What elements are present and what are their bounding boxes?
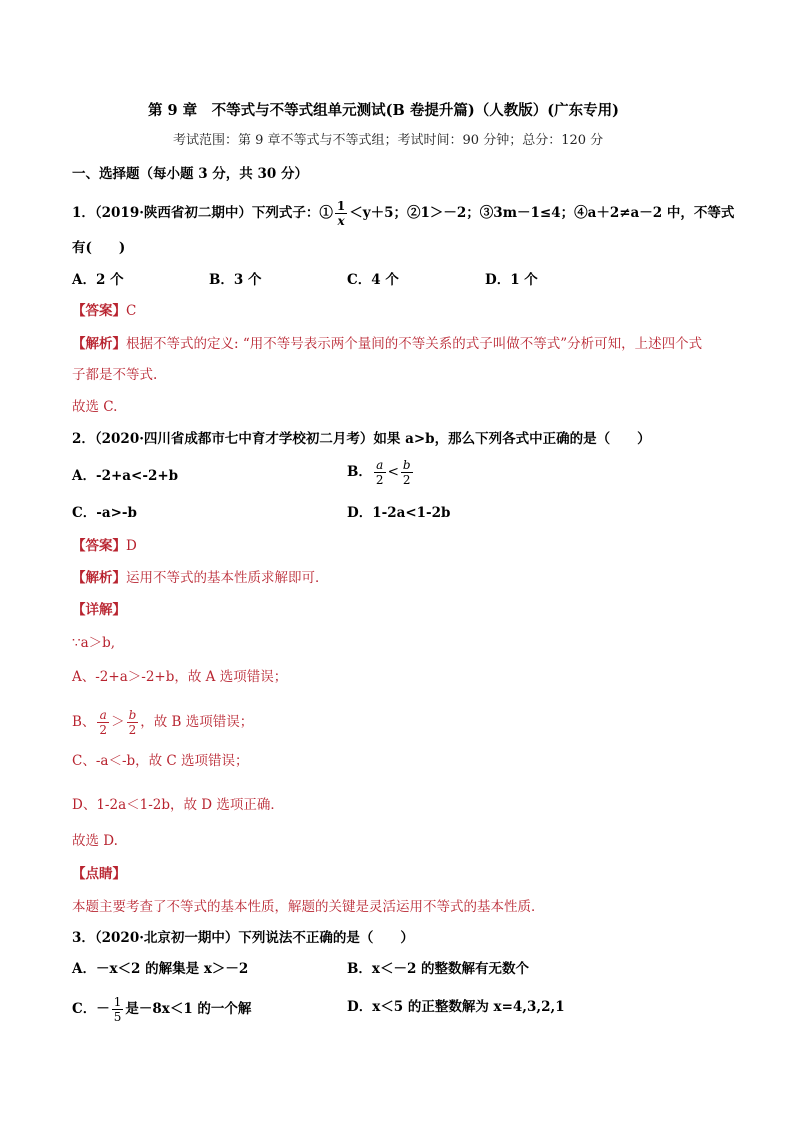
q1-analysis-cont: 子都是不等式. xyxy=(72,367,158,383)
q3-option-c-fraction xyxy=(112,995,124,1024)
q2-option-a: A．-2+a<-2+b xyxy=(72,468,179,484)
q2-option-b-prefix: B． xyxy=(347,464,372,480)
frac-num: 1 xyxy=(113,995,122,1009)
q1-answer xyxy=(72,301,136,321)
q1-stem-cont: 有( ) xyxy=(72,240,126,256)
q2-b-frac-b xyxy=(401,458,413,487)
q3-option-a: A．－x＜2 的解集是 x＞－2 xyxy=(72,961,249,977)
q2-b-relation: < xyxy=(387,464,399,480)
q2-detail-c: C、-a＜-b，故 C 选项错误； xyxy=(72,753,249,769)
q1-fraction xyxy=(335,199,347,228)
q2-detail-b xyxy=(72,708,253,737)
q2-option-b xyxy=(347,458,415,487)
q1-option-c: C．4 个 xyxy=(347,272,399,288)
section-heading: 一、选择题（每小题 3 分，共 30 分） xyxy=(72,166,308,182)
q2-detail-frac-a xyxy=(97,708,109,737)
q2-analysis xyxy=(72,568,329,588)
answer-label: 【答案】 xyxy=(72,303,126,319)
q3-stem: 3．（2020·北京初一期中）下列说法不正确的是（ ） xyxy=(72,930,414,946)
q1-option-d: D．1 个 xyxy=(485,272,538,288)
detail-label: 【详解】 xyxy=(72,602,126,618)
analysis-label: 【解析】 xyxy=(72,570,126,586)
exam-info: 考试范围：第 9 章不等式与不等式组；考试时间：90 分钟；总分：120 分 xyxy=(173,133,604,148)
q3-option-c-suffix: 是－8x＜1 的一个解 xyxy=(125,1001,252,1017)
q2-answer xyxy=(72,536,137,556)
q3-option-c-prefix: C．－ xyxy=(72,1001,110,1017)
answer-label: 【答案】 xyxy=(72,538,126,554)
analysis-label: 【解析】 xyxy=(72,336,126,352)
q2-detail-d: D、1-2a＜1-2b，故 D 选项正确． xyxy=(72,797,284,813)
frac-num: a xyxy=(97,708,109,723)
frac-num: b xyxy=(128,708,137,722)
q3-option-c xyxy=(72,995,251,1024)
q1-analysis xyxy=(72,334,702,354)
q3-option-b: B．x＜－2 的整数解有无数个 xyxy=(347,961,530,977)
q3-option-d: D．x＜5 的正整数解为 x=4,3,2,1 xyxy=(347,999,565,1015)
q2-b-frac-a xyxy=(374,458,386,487)
q1-frac-num: 1 xyxy=(336,199,346,213)
q2-comment: 本题主要考查了不等式的基本性质，解题的关键是灵活运用不等式的基本性质． xyxy=(72,899,545,915)
q1-frac-den: x xyxy=(337,214,345,228)
page-title: 第 9 章 不等式与不等式组单元测试(B 卷提升篇)（人教版）(广东专用) xyxy=(148,102,619,119)
q2-detail-b-suffix: ，故 B 选项错误； xyxy=(140,714,254,730)
frac-den: 2 xyxy=(128,723,137,737)
frac-den: 2 xyxy=(375,473,384,487)
frac-den: 2 xyxy=(402,473,411,487)
q1-option-b: B．3 个 xyxy=(209,272,262,288)
q1-stem-part-a: 1．（2019·陕西省初二期中）下列式子：① xyxy=(72,205,333,221)
q2-detail-frac-b xyxy=(127,708,139,737)
q2-detail-b-prefix: B、 xyxy=(72,714,96,730)
q2-detail-a: A、-2+a＞-2+b，故 A 选项错误； xyxy=(72,669,288,685)
q2-detail-relation: ＞ xyxy=(111,714,125,730)
q2-option-d: D．1-2a<1-2b xyxy=(347,505,451,521)
comment-label: 【点睛】 xyxy=(72,866,126,882)
q2-option-c: C．-a>-b xyxy=(72,505,137,521)
frac-num: b xyxy=(402,458,411,472)
q1-stem xyxy=(72,199,734,228)
frac-num: a xyxy=(374,458,386,473)
frac-den: 5 xyxy=(113,1010,122,1024)
q1-stem-part-b: ＜y＋5；②1＞－2；③3m－1≤4；④a＋2≠a－2 中，不等式 xyxy=(349,205,735,221)
q2-conclusion: 故选 D. xyxy=(72,833,118,849)
q1-answer-value: C xyxy=(126,303,137,319)
q2-answer-value: D xyxy=(126,538,137,554)
frac-den: 2 xyxy=(99,723,108,737)
q2-detail-given: ∵a＞b, xyxy=(72,635,116,651)
q1-option-a: A．2 个 xyxy=(72,272,124,288)
q1-conclusion: 故选 C. xyxy=(72,399,118,415)
q2-analysis-text: 运用不等式的基本性质求解即可． xyxy=(126,570,329,586)
q1-analysis-text: 根据不等式的定义: “用不等号表示两个量间的不等关系的式子叫做不等式”分析可知，上述四个式 xyxy=(126,336,703,352)
q2-stem: 2．（2020·四川省成都市七中育才学校初二月考）如果 a>b，那么下列各式中正确的是（ ） xyxy=(72,431,651,447)
